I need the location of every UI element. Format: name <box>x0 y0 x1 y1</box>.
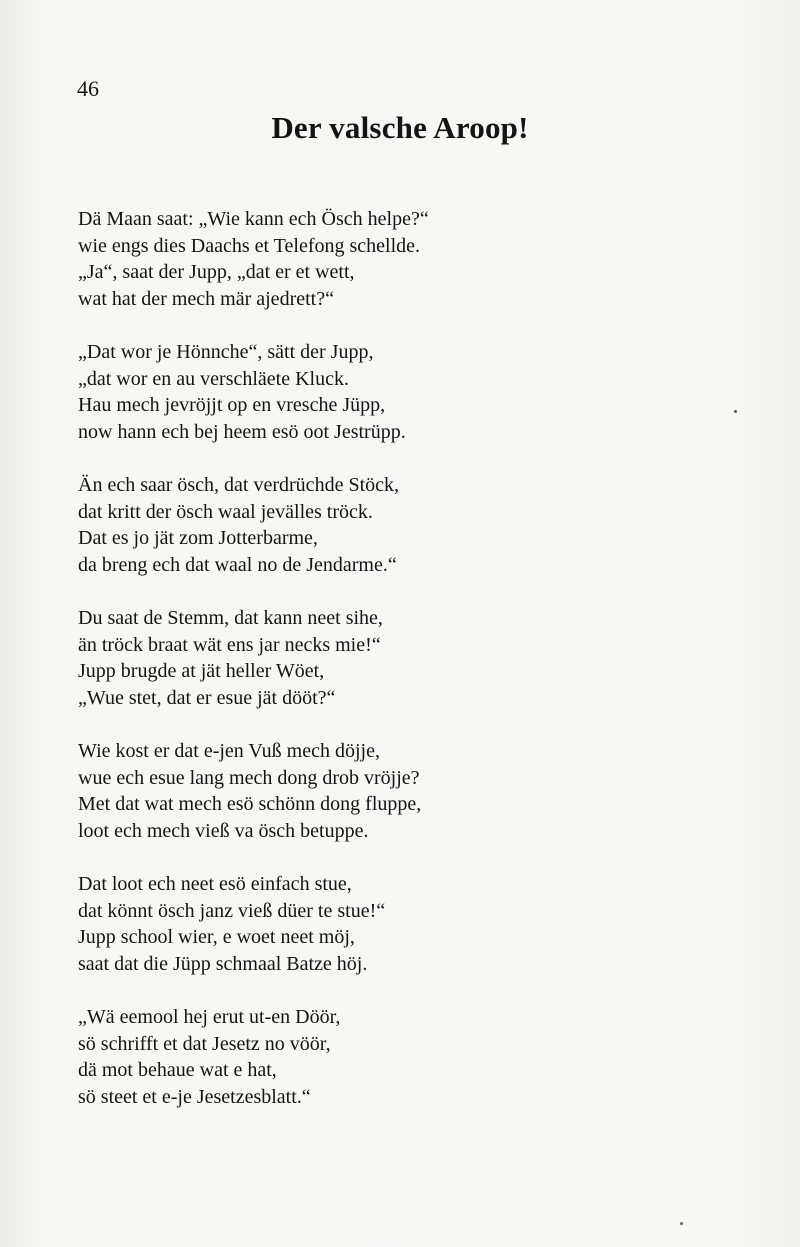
poem-line: Hau mech jevröjjt op en vresche Jüpp, <box>78 394 386 416</box>
poem-line: Met dat wat mech esö schönn dong fluppe, <box>78 793 422 815</box>
poem-line: Dat es jo jät zom Jotterbarme, <box>78 527 318 549</box>
poem-line: dat kritt der ösch waal jevälles tröck. <box>78 500 373 523</box>
stanza-6 <box>78 871 758 977</box>
poem-line: dä mot behaue wat e hat, <box>78 1059 277 1081</box>
print-speck <box>734 410 737 413</box>
poem-line: „Dat wor je Hönnche“, sätt der Jupp, <box>78 341 374 363</box>
poem-line: Dat loot ech neet esö einfach stue, <box>78 873 352 895</box>
poem-line: dat könnt ösch janz vieß düer te stue!“ <box>78 899 386 922</box>
page-number: 46 <box>77 76 99 101</box>
poem-line: now hann ech bej heem esö oot Jestrüpp. <box>78 420 406 443</box>
poem-line: „Wä eemool hej erut ut-en Döör, <box>78 1006 341 1028</box>
poem-line: „Wue stet, dat er esue jät dööt?“ <box>78 686 336 709</box>
poem-line: „Ja“, saat der Jupp, „dat er et wett, <box>78 261 355 283</box>
poem-line: Du saat de Stemm, dat kann neet sihe, <box>78 607 383 629</box>
poem-body <box>78 206 758 1137</box>
stanza-5 <box>78 738 758 844</box>
poem-line: Jupp brugde at jät heller Wöet, <box>78 660 325 682</box>
stanza-3 <box>78 472 758 578</box>
poem-line: saat dat die Jüpp schmaal Batze höj. <box>78 952 368 975</box>
poem-line: wat hat der mech mär ajedrett?“ <box>78 287 334 310</box>
poem-line: Än ech saar ösch, dat verdrüchde Stöck, <box>78 474 399 496</box>
poem-line: da breng ech dat waal no de Jendarme.“ <box>78 553 397 576</box>
stanza-4 <box>78 605 758 711</box>
poem-line: Wie kost er dat e-jen Vuß mech döjje, <box>78 740 380 762</box>
print-speck <box>680 1222 683 1225</box>
poem-line: sö schrifft et dat Jesetz no vöör, <box>78 1032 331 1055</box>
poem-line: Jupp school wier, e woet neet möj, <box>78 926 355 948</box>
poem-line: „dat wor en au verschläete Kluck. <box>78 367 349 390</box>
poem-title: Der valsche Aroop! <box>271 110 529 145</box>
poem-line: wie engs dies Daachs et Telefong schellde. <box>78 234 421 257</box>
poem-line: loot ech mech vieß va ösch betuppe. <box>78 819 369 842</box>
poem-line: wue ech esue lang mech dong drob vröjje? <box>78 766 420 789</box>
stanza-7 <box>78 1004 758 1110</box>
poem-line: sö steet et e-je Jesetzesblatt.“ <box>78 1085 311 1108</box>
poem-line: Dä Maan saat: „Wie kann ech Ösch helpe?“ <box>78 208 429 230</box>
stanza-1 <box>78 206 758 312</box>
stanza-2 <box>78 339 758 445</box>
poem-line: än tröck braat wät ens jar necks mie!“ <box>78 633 381 656</box>
